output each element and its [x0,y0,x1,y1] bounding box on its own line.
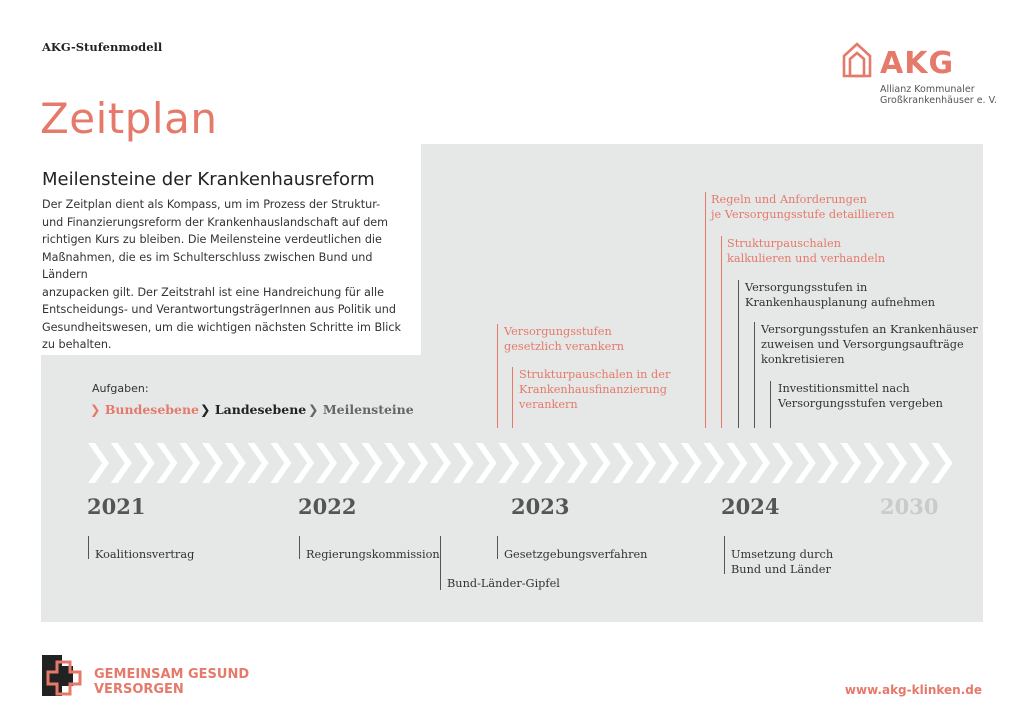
timeline-chevron [795,443,816,483]
task-line: Strukturpauschalen in der [519,368,671,381]
chevron-right-icon: ❯ [308,402,319,417]
year-2023: 2023 [511,494,570,519]
task-line: je Versorgungsstufe detaillieren [711,208,895,221]
intro-line: richtigen Kurs zu bleiben. Die Meilensteine verdeutlichen die [42,233,382,246]
task-marker [705,192,706,428]
timeline-chevron [909,443,930,483]
logo-subtitle-line1: Allianz Kommunaler [880,84,975,95]
task-krankenhausplanung [745,280,935,310]
task-line: zuweisen und Versorgungsaufträge [761,338,964,351]
footer-url-link[interactable]: www.akg-klinken.de [844,683,982,697]
milestone-regierungskommission: Regierungskommission [306,548,440,561]
milestone-gesetzgebungsverfahren: Gesetzgebungsverfahren [504,548,648,561]
intro-line: anzupacken gilt. Der Zeitstrahl ist eine Handreichung für alle [42,285,384,299]
timeline-chevron [567,443,588,483]
footer-slogan-line1: GEMEINSAM GESUND [94,667,250,682]
footer-slogan-line2: VERSORGEN [94,682,184,697]
timeline-chevron [270,443,291,483]
intro-text [42,196,414,354]
timeline-chevron [590,443,611,483]
task-versorgungsstufen-gesetzlich [504,324,624,354]
timeline-chevron [362,443,383,483]
legend-item-label: Landesebene [214,402,307,417]
intro-line: Der Zeitplan dient als Kompass, um im Prozess der Struktur- [42,198,381,211]
chevron-right-icon: ❯ [90,402,101,417]
timeline-chevron [248,443,269,483]
task-line: Versorgungsstufen vergeben [778,397,943,410]
task-line: Versorgungsstufen [504,325,612,338]
task-marker [512,367,513,428]
timeline-chevron [658,443,679,483]
task-line: gesetzlich verankern [504,340,624,353]
timeline-chevron [818,443,839,483]
timeline-chevron [772,443,793,483]
milestone-koalitionsvertrag: Koalitionsvertrag [95,548,195,561]
timeline-chevron [384,443,405,483]
timeline-chevron [430,443,451,483]
milestone-marker [724,536,725,574]
milestone-marker [497,536,498,559]
task-marker [754,322,755,428]
legend-item-landesebene [200,402,306,417]
timeline-chevron [407,443,428,483]
timeline-chevron [498,443,519,483]
task-marker [738,280,739,428]
timeline-chevron [339,443,360,483]
milestone-bund-laender-gipfel: Bund-Länder-Gipfel [447,577,560,590]
task-line: kalkulieren und verhandeln [727,252,886,265]
logo-subtitle-line2: Großkrankenhäuser e. V. [880,95,997,106]
timeline-chevron [293,443,314,483]
task-strukturpauschalen-kalkulieren [727,236,885,266]
timeline-chevron [453,443,474,483]
legend-item-bundesebene [90,402,199,417]
year-2024: 2024 [721,494,780,519]
timeline-chevron [521,443,542,483]
milestone-line: Umsetzung durch [731,548,834,561]
timeline-chevron [111,443,132,483]
legend-label: Aufgaben: [92,382,149,395]
task-line: Versorgungsstufen an Krankenhäuser [761,323,978,336]
legend-item-label: Bundesebene [104,402,200,417]
task-strukturpauschalen-finanzierung [519,367,670,412]
document-label: AKG-Stufenmodell [42,40,163,54]
task-line: Strukturpauschalen [727,237,841,250]
logo-wordmark: AKG [880,46,955,81]
page-title: Zeitplan [40,94,218,143]
timeline-chevron [681,443,702,483]
timeline-chevron [612,443,633,483]
task-versorgungsstufen-zuweisen [761,322,978,367]
year-2030: 2030 [880,494,939,519]
milestone-umsetzung [731,547,833,577]
milestone-marker [299,536,300,559]
house-outline-icon [842,42,872,78]
task-line: Krankenhausfinanzierung [519,383,667,396]
task-line: verankern [519,398,578,411]
milestone-line: Bund und Länder [731,563,831,576]
chevron-right-icon: ❯ [200,402,211,417]
timeline-chevron [863,443,884,483]
legend-item-label: Meilensteine [322,402,414,417]
timeline-chevron [88,443,109,483]
task-line: Versorgungsstufen in [745,281,868,294]
task-line: konkretisieren [761,353,845,366]
timeline-chevron [202,443,223,483]
timeline-chevrons [88,441,954,485]
task-regeln-anforderungen [711,192,895,222]
year-2021: 2021 [87,494,146,519]
timeline-chevron [749,443,770,483]
timeline-chevron [179,443,200,483]
intro-line: Gesundheitswesen, um die wichtigen nächsten Schritte im Blick [42,320,402,334]
milestone-marker [88,536,89,559]
timeline-chevron [635,443,656,483]
year-2022: 2022 [298,494,357,519]
timeline-chevron [156,443,177,483]
timeline-chevron [476,443,497,483]
timeline-chevron [225,443,246,483]
timeline-chevron [726,443,747,483]
timeline-chevron [886,443,907,483]
timeline-chevron [932,443,953,483]
timeline-chevron [840,443,861,483]
timeline-chevron [704,443,725,483]
timeline-chevron [316,443,337,483]
cross-logo-icon [40,652,88,698]
intro-line: und Finanzierungsreform der Krankenhauslandschaft auf dem [42,215,389,229]
intro-line: zu behalten. [42,338,112,351]
intro-heading: Meilensteine der Krankenhausreform [42,169,375,190]
task-marker [770,381,771,428]
timeline-chevron [134,443,155,483]
task-line: Investitionsmittel nach [778,382,910,395]
intro-line: Maßnahmen, die es im Schulterschluss zwischen Bund und Ländern [42,250,373,281]
task-marker [497,324,498,428]
milestone-marker [440,536,441,590]
task-marker [721,236,722,428]
task-line: Krankenhausplanung aufnehmen [745,296,936,309]
task-line: Regeln und Anforderungen [711,193,867,206]
task-investitionsmittel [778,381,943,411]
legend-item-meilensteine [308,402,414,417]
timeline-chevron [544,443,565,483]
intro-line: Entscheidungs- und VerantwortungsträgerInnen aus Politik und [42,303,396,316]
